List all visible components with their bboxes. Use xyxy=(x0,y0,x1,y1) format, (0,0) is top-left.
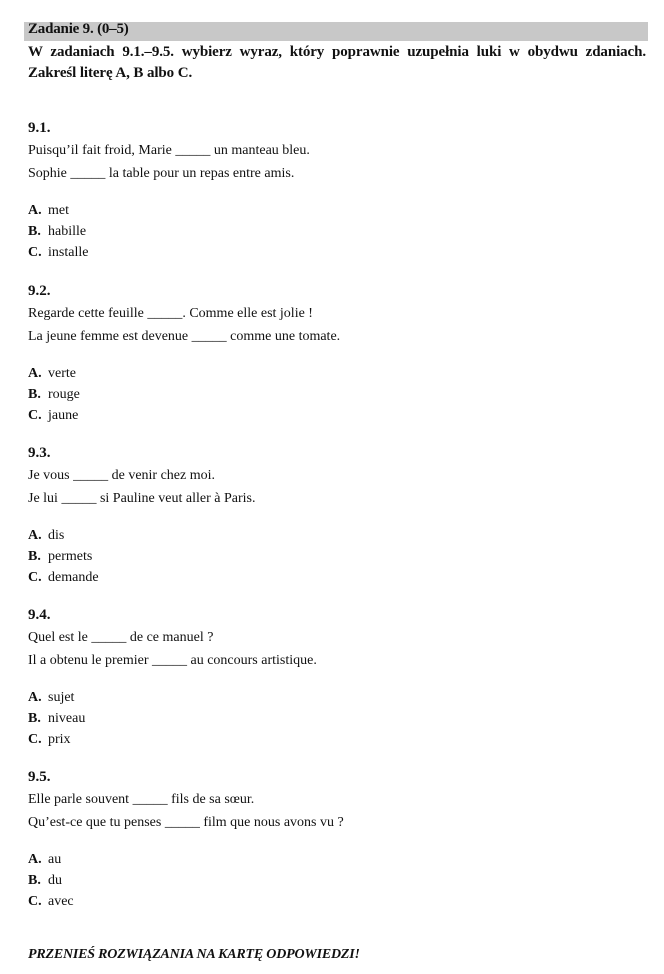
option-letter: C. xyxy=(28,894,42,909)
option-text: verte xyxy=(48,366,76,381)
option-a[interactable] xyxy=(28,200,628,221)
option-letter: C. xyxy=(28,408,42,423)
option-c[interactable] xyxy=(28,567,628,588)
task-instructions: W zadaniach 9.1.–9.5. wybierz wyraz, który poprawnie uzupełnia luki w obydwu zdaniach. Zakreśl literę A, B albo C. xyxy=(28,44,646,81)
option-text: dis xyxy=(48,528,65,543)
option-b[interactable] xyxy=(28,384,628,405)
option-text: habille xyxy=(48,224,87,239)
option-letter: B. xyxy=(28,549,41,564)
options-list xyxy=(28,525,628,588)
sentence-1: Je vous _____ de venir chez moi. xyxy=(28,468,216,483)
sentence-1: Elle parle souvent _____ fils de sa sœur. xyxy=(28,792,255,807)
option-c[interactable] xyxy=(28,242,628,263)
option-letter: B. xyxy=(28,873,41,888)
option-text: met xyxy=(48,203,69,218)
sentence-2: Il a obtenu le premier _____ au concours artistique. xyxy=(28,653,317,668)
options-list xyxy=(28,200,628,263)
footer-note: PRZENIEŚ ROZWIĄZANIA NA KARTĘ ODPOWIEDZI! xyxy=(28,947,360,962)
sentence-1: Regarde cette feuille _____. Comme elle est jolie ! xyxy=(28,306,313,321)
option-c[interactable] xyxy=(28,891,628,912)
option-a[interactable] xyxy=(28,525,628,546)
option-text: jaune xyxy=(48,408,79,423)
options-list xyxy=(28,363,628,426)
option-letter: A. xyxy=(28,528,42,543)
option-letter: A. xyxy=(28,203,42,218)
option-text: sujet xyxy=(48,690,75,705)
option-text: installe xyxy=(48,245,89,260)
option-a[interactable] xyxy=(28,849,628,870)
option-b[interactable] xyxy=(28,870,628,891)
question-9-2 xyxy=(28,280,628,426)
option-b[interactable] xyxy=(28,708,628,729)
options-list xyxy=(28,849,628,912)
option-letter: B. xyxy=(28,387,41,402)
question-number: 9.1. xyxy=(28,120,51,136)
option-c[interactable] xyxy=(28,729,628,750)
option-letter: A. xyxy=(28,690,42,705)
option-text: avec xyxy=(48,894,74,909)
question-9-3 xyxy=(28,442,628,588)
option-letter: B. xyxy=(28,711,41,726)
sentence-2: Sophie _____ la table pour un repas entre amis. xyxy=(28,166,295,181)
options-list xyxy=(28,687,628,750)
option-b[interactable] xyxy=(28,221,628,242)
option-letter: C. xyxy=(28,245,42,260)
option-letter: A. xyxy=(28,852,42,867)
option-c[interactable] xyxy=(28,405,628,426)
option-letter: C. xyxy=(28,732,42,747)
sentence-1: Quel est le _____ de ce manuel ? xyxy=(28,630,214,645)
option-letter: C. xyxy=(28,570,42,585)
option-a[interactable] xyxy=(28,363,628,384)
sentence-2: Je lui _____ si Pauline veut aller à Paris. xyxy=(28,491,256,506)
question-9-5 xyxy=(28,766,628,912)
option-text: niveau xyxy=(48,711,86,726)
sentence-2: Qu’est-ce que tu penses _____ film que nous avons vu ? xyxy=(28,815,344,830)
option-b[interactable] xyxy=(28,546,628,567)
task-title: Zadanie 9. (0–5) xyxy=(28,21,129,37)
option-text: demande xyxy=(48,570,99,585)
option-a[interactable] xyxy=(28,687,628,708)
question-number: 9.2. xyxy=(28,283,51,299)
question-number: 9.3. xyxy=(28,445,51,461)
option-letter: B. xyxy=(28,224,41,239)
option-text: au xyxy=(48,852,62,867)
question-9-1 xyxy=(28,117,628,263)
option-text: rouge xyxy=(48,387,80,402)
option-text: prix xyxy=(48,732,71,747)
sentence-1: Puisqu’il fait froid, Marie _____ un manteau bleu. xyxy=(28,143,310,158)
question-9-4 xyxy=(28,604,628,750)
question-number: 9.5. xyxy=(28,769,51,785)
option-text: du xyxy=(48,873,62,888)
option-letter: A. xyxy=(28,366,42,381)
option-text: permets xyxy=(48,549,93,564)
sentence-2: La jeune femme est devenue _____ comme une tomate. xyxy=(28,329,341,344)
question-number: 9.4. xyxy=(28,607,51,623)
